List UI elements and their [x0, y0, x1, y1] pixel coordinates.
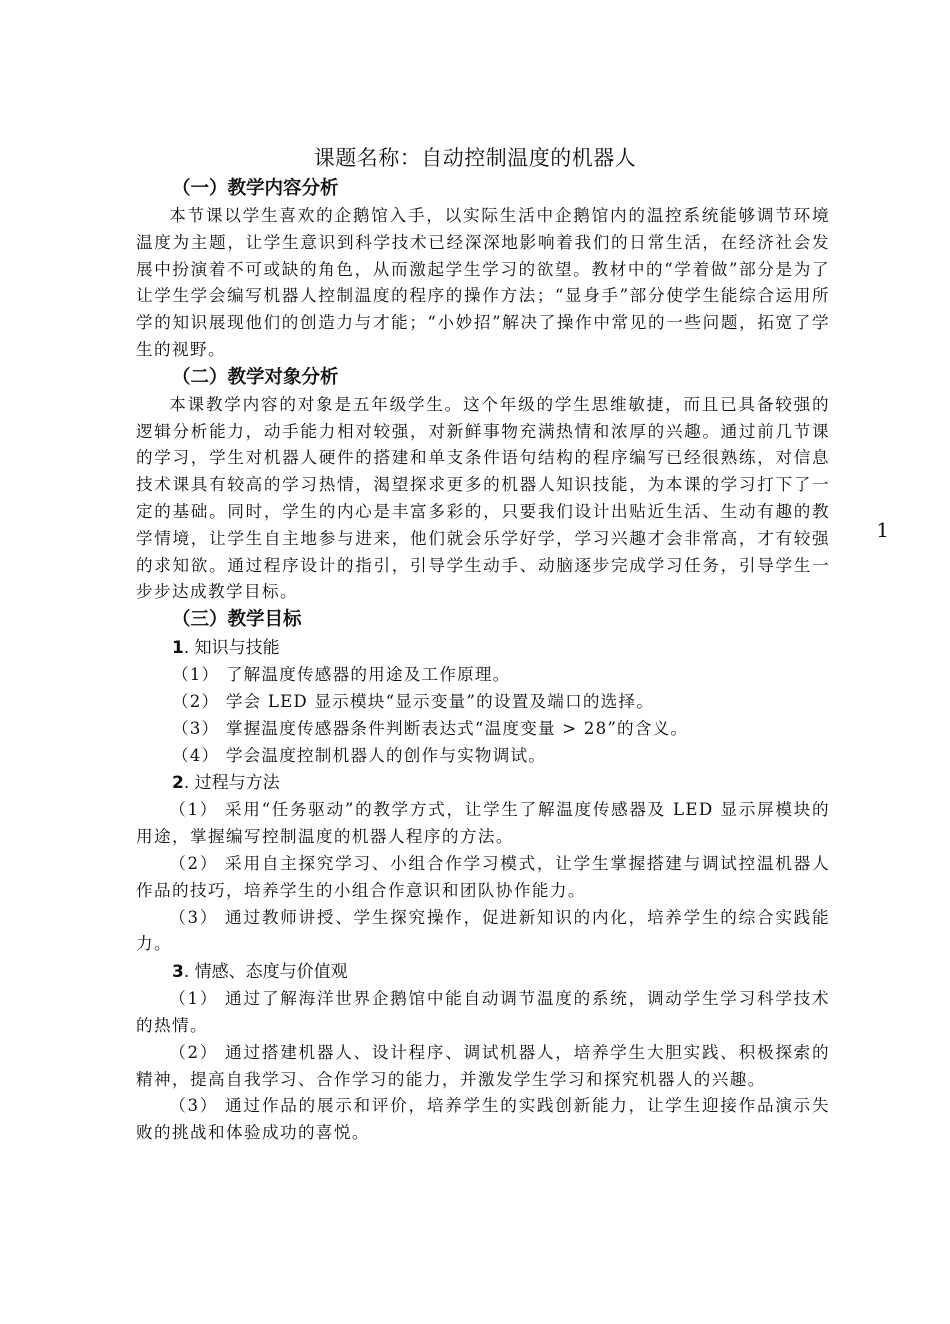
list-item: （2） 学会 LED 显示模块“显示变量”的设置及端口的选择。 — [172, 691, 655, 711]
list-item: （4） 学会温度控制机器人的创作与实物调试。 — [172, 745, 547, 765]
subsection-number: 2 — [172, 773, 184, 794]
subsection-heading — [136, 958, 830, 986]
list-item: （2） 通过搭建机器人、设计程序、调试机器人，培养学生大胆实践、积极探索的精神，提高自我学习、合作学习的能力，并激发学生学习和探究机器人的兴趣。 — [136, 1042, 830, 1089]
page-number: 1 — [876, 518, 889, 542]
section-heading: （三）教学目标 — [172, 609, 302, 631]
subsection-heading — [136, 769, 830, 797]
subsection-label: . 知识与技能 — [183, 638, 280, 659]
list-item: （2） 采用自主探究学习、小组合作学习模式，让学生掌握搭建与调试控温机器人作品的技巧，培养学生的小组合作意识和团队协作能力。 — [136, 853, 830, 900]
list-item: （3） 通过作品的展示和评价，培养学生的实践创新能力，让学生迎接作品演示失败的挑战和体验成功的喜悦。 — [136, 1096, 830, 1143]
subsection-number: 3 — [172, 962, 184, 983]
body-paragraph: 本节课以学生喜欢的企鹅馆入手，以实际生活中企鹅馆内的温控系统能够调节环境温度为主题，让学生意识到科学技术已经深深地影响着我们的日常生活，在经济社会发展中扮演着不可或缺的角色，从而激起学生学习的欲望。教材中的“学着做”部分是为了让学生学会编写机器人控制温度的程序的操作方法；“显身手”部分使学生能综合运用所学的知识展现他们的创造力与才能；“小妙招”解决了操作中常见的一些问题，拓宽了学生的视野。 — [136, 206, 830, 359]
document-body — [136, 175, 830, 1147]
page-title: 课题名称：自动控制温度的机器人 — [313, 146, 637, 170]
section-heading: （二）教学对象分析 — [172, 366, 339, 388]
list-item: （3） 掌握温度传感器条件判断表达式“温度变量 > 28”的含义。 — [172, 718, 689, 738]
list-item: （1） 了解温度传感器的用途及工作原理。 — [172, 665, 511, 685]
subsection-label: . 情感、态度与价值观 — [183, 962, 348, 983]
subsection-number: 1 — [172, 638, 184, 659]
list-item: （3） 通过教师讲授、学生探究操作，促进新知识的内化，培养学生的综合实践能力。 — [136, 907, 830, 954]
list-item: （1） 通过了解海洋世界企鹅馆中能自动调节温度的系统，调动学生学习科学技术的热情。 — [136, 989, 830, 1035]
body-paragraph: 本课教学内容的对象是五年级学生。这个年级的学生思维敏捷，而且已具备较强的逻辑分析能力，动手能力相对较强，对新鲜事物充满热情和浓厚的兴趣。通过前几节课的学习，学生对机器人硬件的搭建和单支条件语句结构的程序编写已经很熟练，对信息技术课具有较高的学习热情，渴望探求更多的机器人知识技能，为本课的学习打下了一定的基础。同时，学生的内心是丰富多彩的，只要我们设计出贴近生活、生动有趣的教学情境，让学生自主地参与进来，他们就会乐学好学，学习兴趣才会非常高，才有较强的求知欲。通过程序设计的指引，引导学生动手、动脑逐步完成学习任务，引导学生一步步达成教学目标。 — [136, 394, 830, 602]
list-item: （1） 采用“任务驱动”的教学方式，让学生了解温度传感器及 LED 显示屏模块的用途，掌握编写控制温度的机器人程序的方法。 — [136, 800, 830, 847]
section-heading: （一）教学内容分析 — [172, 178, 339, 199]
subsection-heading — [136, 634, 830, 662]
subsection-label: . 过程与方法 — [183, 773, 280, 794]
